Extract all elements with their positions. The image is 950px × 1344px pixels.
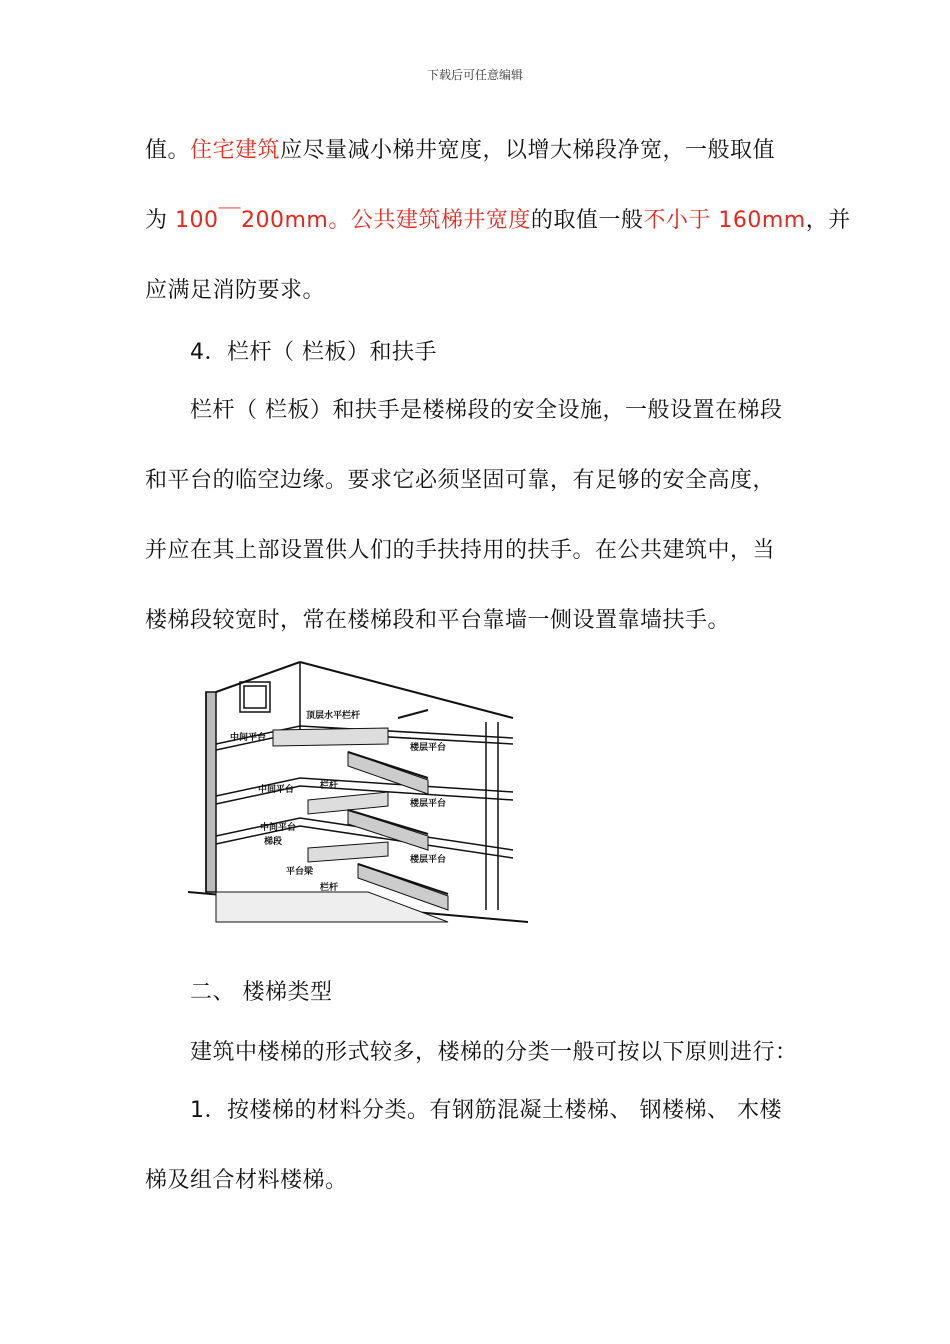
para2-line3: 并应在其上部设置供人们的手扶持用的扶手。在公共建筑中，当	[145, 538, 776, 563]
label-railing-2: 栏杆	[320, 883, 339, 893]
para1-line1: 值。住宅建筑应尽量减小梯井宽度，以增大梯段净宽，一般取值	[145, 138, 776, 163]
label-mid-landing-2: 中间平台	[258, 785, 295, 795]
label-floor-landing-1: 楼层平台	[410, 743, 447, 753]
para2-line4: 楼梯段较宽时，常在楼梯段和平台靠墙一侧设置靠墙扶手。	[145, 608, 731, 633]
label-railing: 栏杆	[320, 781, 339, 791]
para3-line3: 梯及组合材料楼梯。	[145, 1168, 348, 1193]
label-flight: 梯段	[264, 837, 283, 847]
label-floor-landing-3: 楼层平台	[410, 855, 447, 865]
label-top-rail: 顶层水平栏杆	[306, 711, 361, 721]
para3-line1: 建筑中楼梯的形式较多，楼梯的分类一般可按以下原则进行：	[190, 1040, 798, 1065]
highlight-range: 100￣200mm。	[175, 208, 351, 233]
highlight-public: 公共建筑梯井宽度	[350, 208, 531, 233]
para2-line2: 和平台的临空边缘。要求它必须坚固可靠，有足够的安全高度，	[145, 468, 776, 493]
para1-line3: 应满足消防要求。	[145, 278, 326, 303]
para2-line1: 栏杆（ 栏板）和扶手是楼梯段的安全设施，一般设置在梯段	[190, 398, 783, 423]
section4-heading: 4．栏杆（ 栏板）和扶手	[190, 340, 437, 365]
left-wall	[206, 692, 216, 892]
highlight-min: 不小于 160mm	[643, 208, 806, 233]
section2-heading: 二、 楼梯类型	[190, 980, 333, 1005]
stair-diagram	[188, 660, 528, 952]
label-mid-landing-3: 中间平台	[260, 823, 297, 833]
label-mid-landing-1: 中间平台	[230, 733, 267, 743]
para1-line2: 为 100￣200mm。公共建筑梯井宽度的取值一般不小于 160mm，并	[145, 208, 851, 233]
label-landing-beam: 平台梁	[286, 867, 314, 877]
page-header: 下载后可任意编辑	[426, 68, 523, 82]
para3-line2: 1．按楼梯的材料分类。有钢筋混凝土楼梯、 钢楼梯、 木楼	[190, 1098, 782, 1123]
label-floor-landing-2: 楼层平台	[410, 799, 447, 809]
stair-diagram-drawing	[188, 660, 528, 952]
highlight-residential: 住宅建筑	[190, 138, 281, 163]
